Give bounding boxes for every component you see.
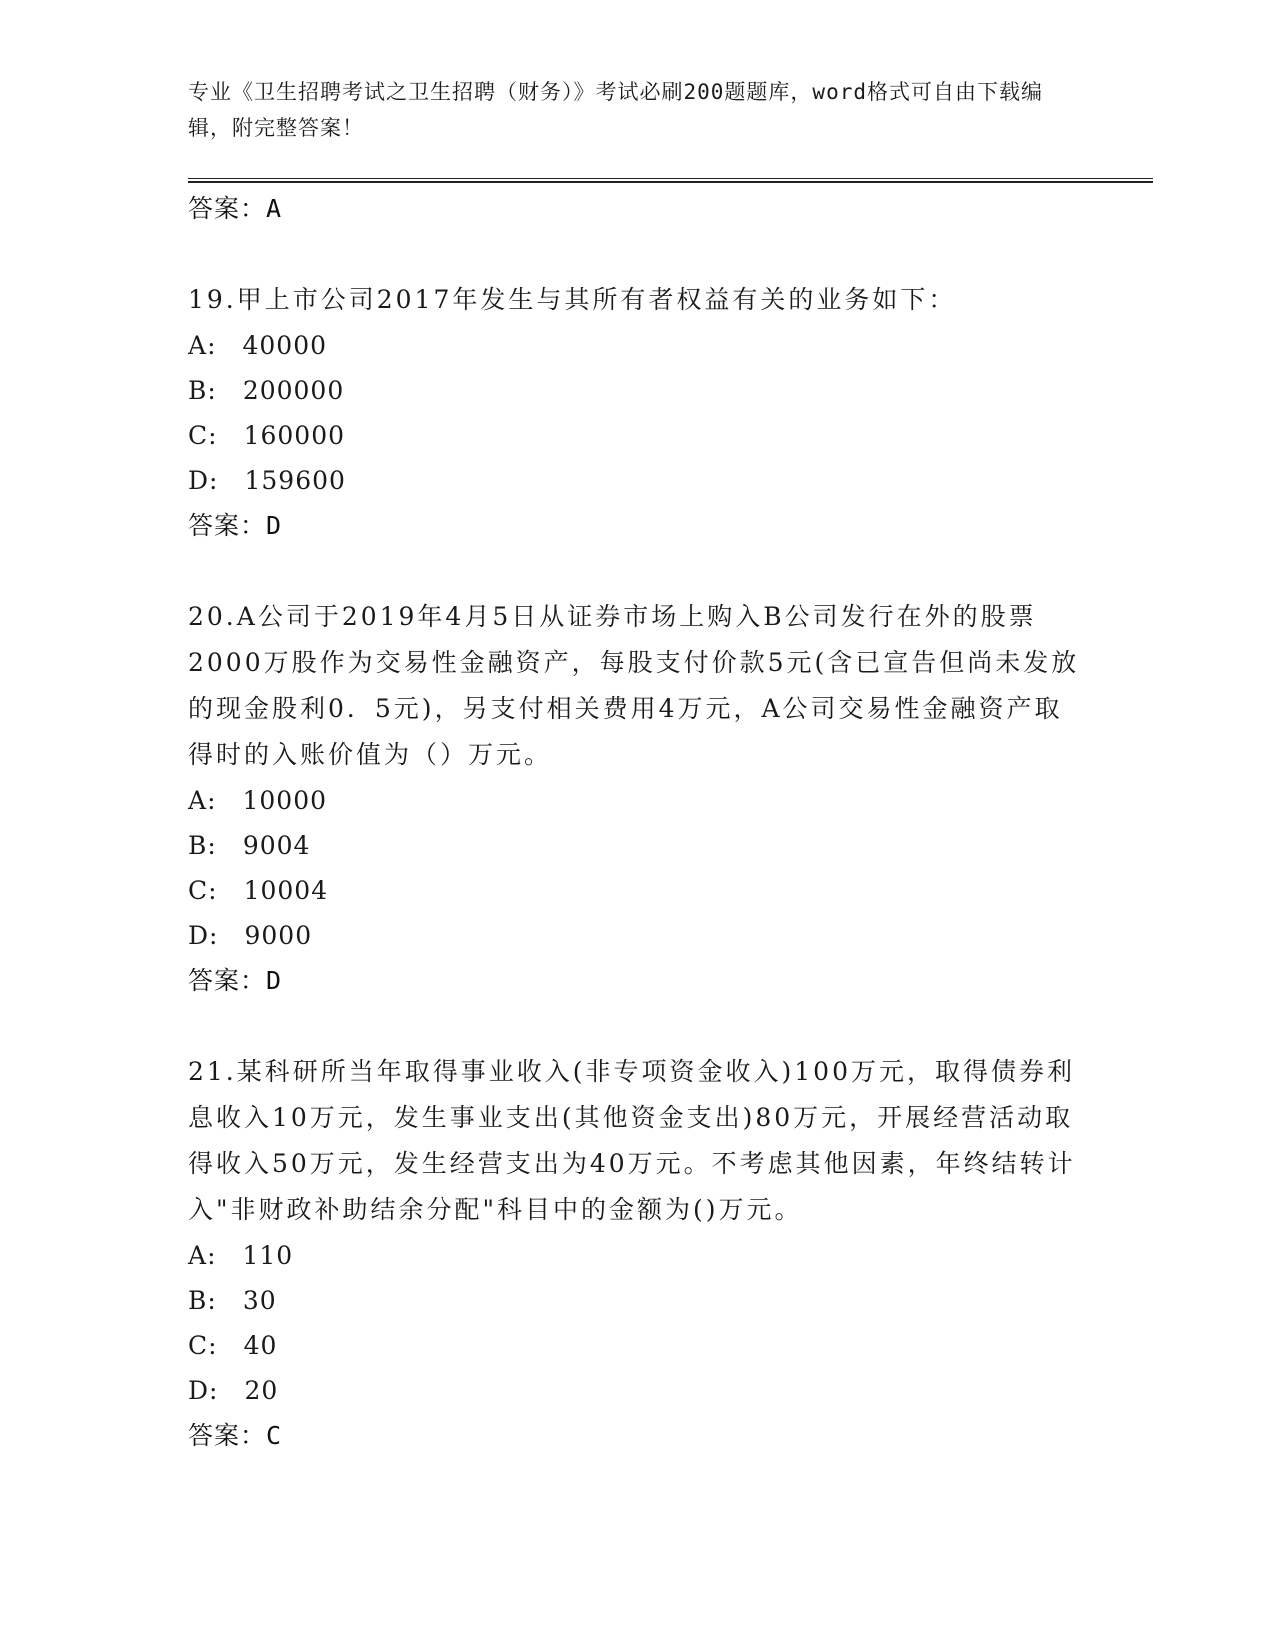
answer-value: A [266, 194, 283, 223]
option-text: 160000 [243, 421, 346, 450]
answer-prefix: 答案： [188, 511, 267, 540]
option-text: 40 [243, 1331, 278, 1360]
answer-prefix: 答案： [188, 1421, 267, 1450]
option-line: D: 20 [188, 1368, 1088, 1413]
question-list [188, 186, 1088, 1459]
option-line: B: 30 [188, 1278, 1088, 1323]
option-letter: B [188, 831, 208, 860]
option-line: D: 9000 [188, 913, 1088, 958]
option-line: C: 40 [188, 1323, 1088, 1368]
answer-line [188, 1413, 1088, 1459]
option-line: B: 200000 [188, 368, 1088, 413]
option-text: 20 [244, 1376, 279, 1405]
answer-prefix: 答案： [188, 194, 267, 223]
option-text: 10000 [242, 786, 328, 815]
option-letter: A [188, 786, 208, 815]
option-text: 40000 [242, 331, 328, 360]
option-text: 9004 [242, 831, 311, 860]
option-text: 10004 [243, 876, 329, 905]
document-header: 专业《卫生招聘考试之卫生招聘（财务）》考试必刷200题题库，word格式可自由下载编辑，附完整答案！ [188, 80, 1043, 140]
question-block [188, 1049, 1088, 1459]
option-line: A: 110 [188, 1233, 1088, 1278]
answer-value: D [266, 966, 283, 995]
option-line: D: 159600 [188, 458, 1088, 503]
option-line: A: 40000 [188, 323, 1088, 368]
question-block [188, 277, 1088, 549]
option-letter: A [188, 331, 208, 360]
option-text: 200000 [242, 376, 345, 405]
option-letter: B [188, 376, 208, 405]
option-line: C: 10004 [188, 868, 1088, 913]
option-letter: A [188, 1241, 208, 1270]
answer-line [188, 958, 1088, 1004]
question-block [188, 594, 1088, 1004]
option-line: A: 10000 [188, 778, 1088, 823]
answer-value: D [266, 511, 283, 540]
question-stem: 20.A公司于2019年4月5日从证券市场上购入B公司发行在外的股票2000万股作为交易性金融资产，每股支付价款5元(含已宣告但尚未发放的现金股利0．5元)，另支付相关费用4万元，A公司交易性金融资产取得时的入账价值为（）万元。 [188, 602, 1080, 769]
option-line: C: 160000 [188, 413, 1088, 458]
answer-line [188, 503, 1088, 549]
option-letter: D [188, 1376, 210, 1405]
question-stem: 21.某科研所当年取得事业收入(非专项资金收入)100万元，取得债券利息收入10万元，发生事业支出(其他资金支出)80万元，开展经营活动取得收入50万元，发生经营支出为40万元。不考虑其他因素，年终结转计入"非财政补助结余分配"科目中的金额为()万元。 [188, 1057, 1076, 1224]
option-text: 110 [242, 1241, 294, 1270]
option-letter: B [188, 1286, 208, 1315]
option-letter: C [188, 421, 209, 450]
answer-prefix: 答案： [188, 966, 267, 995]
option-line: B: 9004 [188, 823, 1088, 868]
answer-line [188, 186, 1088, 232]
option-text: 159600 [244, 466, 346, 495]
option-text: 30 [242, 1286, 277, 1315]
option-letter: C [188, 1331, 209, 1360]
option-letter: D [188, 921, 210, 950]
option-letter: C [188, 876, 209, 905]
option-letter: D [188, 466, 210, 495]
option-text: 9000 [244, 921, 313, 950]
question-stem: 19.甲上市公司2017年发生与其所有者权益有关的业务如下： [188, 285, 957, 314]
header-divider [188, 178, 1153, 183]
answer-value: C [266, 1421, 283, 1450]
